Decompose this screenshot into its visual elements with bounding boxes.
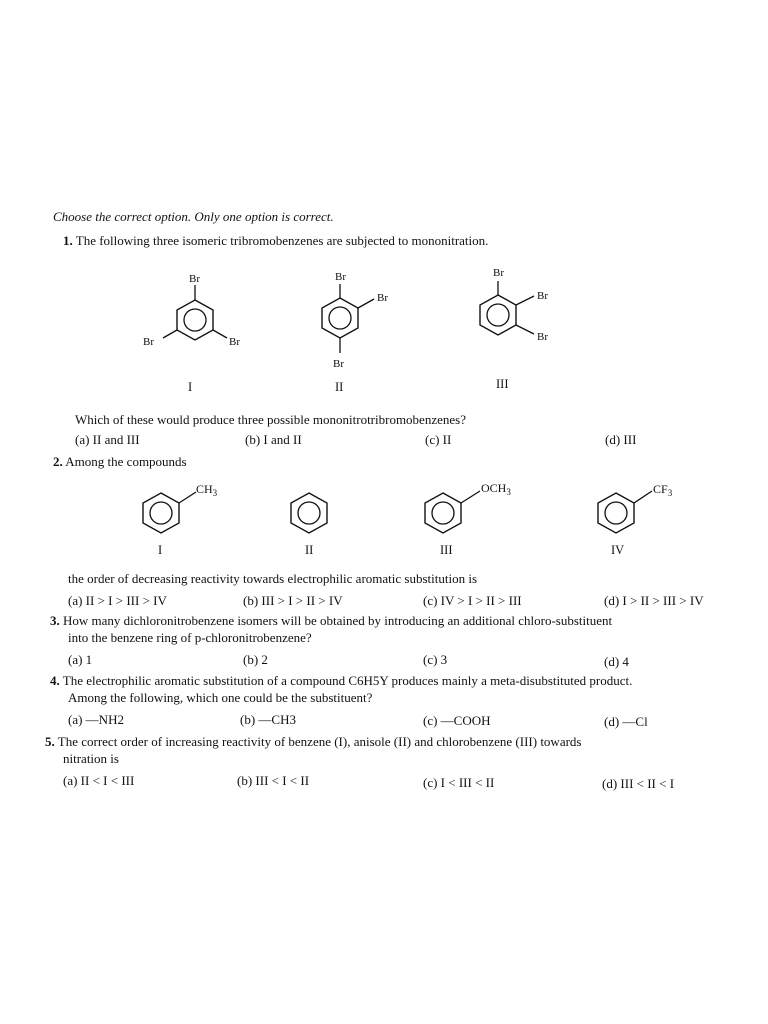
atom-label-br: Br <box>189 273 200 285</box>
question-4-number: 4. <box>50 673 60 688</box>
q5-option-b[interactable]: (b) III < I < II <box>237 773 310 788</box>
molecule-label-iii: III <box>496 377 509 391</box>
question-5-text-1: The correct order of increasing reactivity of benzene (I), anisole (II) and chlorobenzene (III) towards <box>57 734 582 749</box>
molecule-label-i: I <box>188 380 193 394</box>
q5-option-c[interactable]: (c) I < III < II <box>423 775 495 790</box>
q4-option-b[interactable]: (b) —CH3 <box>240 712 296 727</box>
atom-label-br: Br <box>335 271 346 283</box>
molecule-benzene <box>291 493 327 533</box>
atom-label-br: Br <box>333 358 344 370</box>
q4-option-a[interactable]: (a) —NH2 <box>68 712 124 727</box>
instruction: Choose the correct option. Only one option is correct. <box>53 209 334 224</box>
question-3-line-1 <box>50 613 612 629</box>
q2-option-c[interactable]: (c) IV > I > II > III <box>423 593 522 608</box>
question-4-line-1 <box>50 673 632 689</box>
q4-option-d[interactable]: (d) —Cl <box>604 714 648 729</box>
q1-option-a[interactable]: (a) II and III <box>75 432 140 447</box>
atom-label-br: Br <box>143 336 154 348</box>
question-4-line-2: Among the following, which one could be the substituent? <box>68 690 373 705</box>
q2-option-a[interactable]: (a) II > I > III > IV <box>68 593 167 608</box>
molecule-toluene <box>143 482 218 533</box>
molecule-benzotrifluoride <box>598 482 673 533</box>
atom-label-br: Br <box>537 290 548 302</box>
question-5-line-1 <box>45 734 581 750</box>
q4-option-c[interactable]: (c) —COOH <box>423 713 491 728</box>
question-2-prompt: the order of decreasing reactivity towards electrophilic aromatic substitution is <box>68 571 478 586</box>
molecule-anisole <box>425 481 511 533</box>
question-3-line-2: into the benzene ring of p-chloronitrobenzene? <box>68 630 312 645</box>
question-3-text-1: How many dichloronitrobenzene isomers will be obtained by introducing an additional chloro-substituent <box>63 613 613 628</box>
q3-option-c[interactable]: (c) 3 <box>423 652 448 667</box>
question-2-text: Among the compounds <box>65 454 187 469</box>
q5-option-a[interactable]: (a) II < I < III <box>63 773 135 788</box>
substituent-ch3: $CH_3$ <box>196 482 218 498</box>
q1-option-b[interactable]: (b) I and II <box>245 432 302 447</box>
question-5-line-2: nitration is <box>63 751 119 766</box>
atom-label-br: Br <box>493 267 504 279</box>
atom-label-br: Br <box>377 292 388 304</box>
question-3-number: 3. <box>50 613 60 628</box>
q5-option-d[interactable]: (d) III < II < I <box>602 776 675 791</box>
question-5-number: 5. <box>45 734 55 749</box>
substituent-och3: $OCH_3$ <box>481 481 511 497</box>
substituent-cf3: $CF_3$ <box>653 482 673 498</box>
molecule-label-ii: II <box>305 543 314 557</box>
q1-option-c[interactable]: (c) II <box>425 432 452 447</box>
question-2-number: 2. <box>53 454 63 469</box>
q3-option-b[interactable]: (b) 2 <box>243 652 268 667</box>
q2-option-b[interactable]: (b) III > I > II > IV <box>243 593 343 608</box>
molecule-label-iv: IV <box>611 543 625 557</box>
question-1-prompt: Which of these would produce three possible mononitrotribromobenzenes? <box>75 412 466 427</box>
q1-option-d[interactable]: (d) III <box>605 432 637 447</box>
molecule-label-i: I <box>158 543 163 557</box>
molecule-label-iii: III <box>440 543 453 557</box>
atom-label-br: Br <box>537 331 548 343</box>
atom-label-br: Br <box>229 336 240 348</box>
q3-option-d[interactable]: (d) 4 <box>604 654 629 669</box>
question-1-number: 1. <box>63 233 73 248</box>
question-4-text-1: The electrophilic aromatic substitution of a compound C6H5Y produces mainly a meta-disubstituted product. <box>62 673 633 688</box>
question-1-text: The following three isomeric tribromobenzenes are subjected to mononitration. <box>75 233 489 248</box>
q2-option-d[interactable]: (d) I > II > III > IV <box>604 593 704 608</box>
molecule-label-ii: II <box>335 380 344 394</box>
q3-option-a[interactable]: (a) 1 <box>68 652 93 667</box>
